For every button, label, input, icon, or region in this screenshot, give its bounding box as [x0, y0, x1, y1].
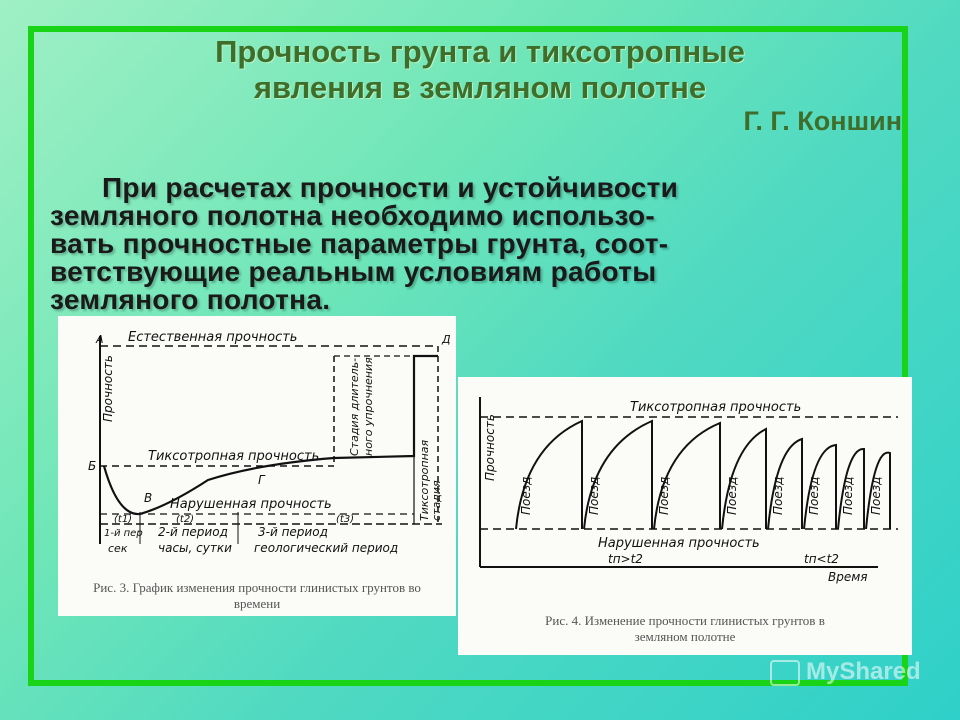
fig3-stage-thixo: Тиксотропная	[418, 439, 431, 521]
fig3-stage-long: Стадия длитель-	[348, 357, 361, 456]
body-paragraph	[50, 174, 880, 314]
caption-line: времени	[233, 596, 281, 611]
slide-title-line1: Прочность грунта и тиксотропные	[215, 34, 745, 69]
fig3-disturbed-label: Нарушенная прочность	[170, 497, 332, 512]
train-label: Поезд	[657, 476, 671, 515]
paragraph-line: ветствующие реальным условиям работы	[50, 256, 657, 287]
train-label: Поезд	[587, 476, 601, 515]
fig3-t2: (t2)	[176, 514, 195, 525]
train-label: Поезд	[841, 476, 855, 515]
fig3-stage-long2: ного упрочнения	[362, 357, 375, 456]
paragraph-line: При расчетах прочности и устойчивости	[102, 172, 679, 203]
author: Г. Г. Коншин	[743, 106, 902, 136]
fig3-t3: (t3)	[336, 514, 355, 525]
myshared-logo-icon	[770, 660, 800, 686]
figure-4	[458, 377, 912, 655]
fig3-ylabel: Прочность	[101, 355, 115, 422]
train-label: Поезд	[869, 476, 883, 515]
figure-3	[58, 316, 456, 616]
fig3-point-a: А	[96, 333, 104, 346]
caption-line: Рис. 4. Изменение прочности глинистых грунтов в	[545, 613, 825, 628]
fig4-t-left: tп>t2	[608, 552, 643, 566]
train-cycles	[516, 421, 890, 529]
watermark-text: MyShared	[806, 658, 921, 685]
fig4-disturbed-label: Нарушенная прочность	[598, 536, 760, 551]
caption-line: Рис. 3. График изменения прочности глинистых грунтов во	[93, 580, 421, 595]
caption-line: земляном полотне	[634, 629, 736, 644]
fig3-point-d: Д	[442, 333, 451, 346]
fig3-unit3: геологический период	[254, 541, 399, 555]
watermark	[770, 658, 921, 686]
fig4-xlabel: Время	[828, 570, 868, 584]
train-label: Поезд	[519, 476, 533, 515]
fig3-stage-thixo2: стадия	[430, 480, 443, 521]
train-label: Поезд	[725, 476, 739, 515]
fig4-ylabel: Прочность	[483, 414, 497, 481]
figure-3-caption	[58, 580, 456, 612]
fig3-t1: (t1)	[114, 514, 133, 525]
fig4-t-right: tп<t2	[804, 552, 839, 566]
fig3-unit1: сек	[108, 542, 128, 555]
train-label: Поезд	[807, 476, 821, 515]
fig3-unit2: часы, сутки	[158, 541, 232, 555]
fig3-period3: 3-й период	[258, 525, 328, 539]
fig4-thixo-label: Тиксотропная прочность	[630, 400, 802, 415]
figure-4-graph	[458, 377, 912, 609]
paragraph-line: земляного полотна.	[50, 284, 331, 315]
fig3-period2: 2-й период	[158, 525, 228, 539]
fig3-point-v: В	[144, 491, 153, 505]
fig3-thixo-label: Тиксотропная прочность	[148, 449, 320, 464]
paragraph-line: земляного полотна необходимо использо-	[50, 200, 656, 231]
slide-title-line2: явления в земляном полотне	[253, 70, 707, 105]
fig3-point-b: Б	[88, 459, 97, 473]
train-label: Поезд	[771, 476, 785, 515]
figure-4-caption	[458, 613, 912, 645]
figure-3-graph	[58, 316, 456, 580]
fig3-point-g: Г	[258, 473, 265, 487]
fig3-natural-label: Естественная прочность	[128, 330, 298, 345]
fig3-period1: 1-й пер	[104, 528, 143, 539]
paragraph-line: вать прочностные параметры грунта, соот-	[50, 228, 669, 259]
